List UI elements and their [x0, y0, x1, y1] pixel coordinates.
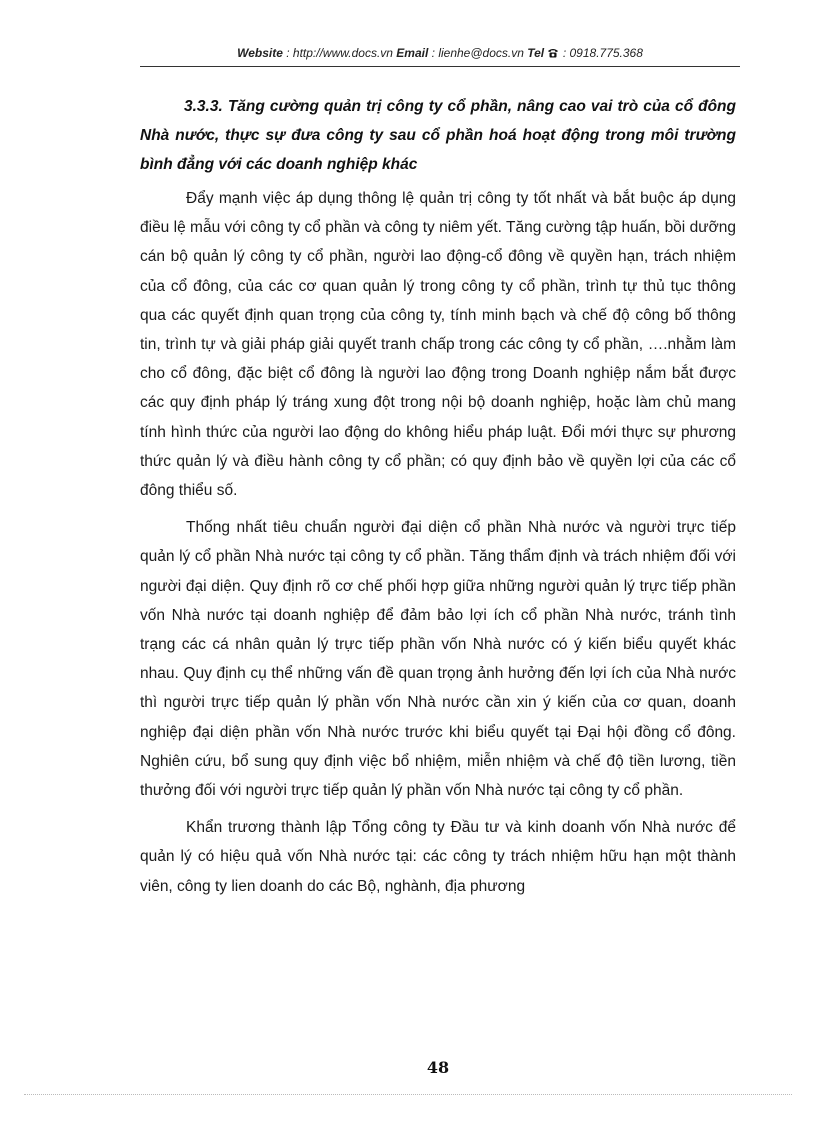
- header-divider: [140, 66, 740, 67]
- website-label: Website: [237, 46, 283, 60]
- telephone-icon: [547, 47, 559, 58]
- website-value: : http://www.docs.vn: [286, 46, 393, 60]
- section-heading: 3.3.3. Tăng cường quản trị công ty cổ phần, nâng cao vai trò của cổ đông Nhà nước, thực sự đưa công ty sau cổ phần hoá hoạt động trong môi trường bình đẳng với các doanh nghiệp khác: [140, 98, 736, 173]
- paragraph-3: Khẩn trương thành lập Tổng công ty Đầu tư và kinh doanh vốn Nhà nước để quản lý có hiệu quả vốn Nhà nước tại: các công ty trách nhiệm hữu hạn một thành viên, công ty lien doanh do các Bộ, nghành, địa phương: [140, 819, 736, 895]
- page-header: [140, 46, 740, 60]
- document-body: [140, 92, 736, 909]
- page-number: 48: [426, 1058, 450, 1077]
- tel-value: : 0918.775.368: [562, 46, 643, 60]
- paragraph-2: Thống nhất tiêu chuẩn người đại diện cổ phần Nhà nước và người trực tiếp quản lý cổ phần Nhà nước tại công ty cổ phần. Tăng thẩm định và trách nhiệm đối với người đại diện. Quy định rõ cơ chế phối hợp giữa những người quản lý trực tiếp phần vốn Nhà nước tại doanh nghiệp để đảm bảo lợi ích cổ phần Nhà nước, tránh tình trạng các cá nhân quản lý trực tiếp phần vốn Nhà nước có ý kiến biểu quyết khác nhau. Quy định cụ thể những vấn đề quan trọng ảnh hưởng đến lợi ích của Nhà nước thì người trực tiếp quản lý phần vốn Nhà nước cần xin ý kiến của cơ quan, doanh nghiệp đại diện phần vốn Nhà nước trước khi biểu quyết tại Đại hội đồng cổ đông. Nghiên cứu, bổ sung quy định việc bổ nhiệm, miễn nhiệm và chế độ tiền lương, tiền thưởng đối với người trực tiếp quản lý phần vốn Nhà nước tại công ty cổ phần.: [140, 519, 736, 800]
- footer-divider: [24, 1094, 792, 1095]
- email-label: Email: [396, 46, 429, 60]
- email-value: : lienhe@docs.vn: [431, 46, 524, 60]
- tel-label: Tel: [527, 46, 545, 60]
- paragraph-1: Đẩy mạnh việc áp dụng thông lệ quản trị công ty tốt nhất và bắt buộc áp dụng điều lệ mẫu với công ty cổ phần và công ty niêm yết. Tăng cường tập huấn, bồi dưỡng cán bộ quản lý công ty cổ phần, người lao động-cổ đông về quyền hạn, trách nhiệm của cổ đông, của các cơ quan quản lý trong công ty cổ phần, trình tự thủ tục thông qua các quyết định quan trọng của công ty, tính minh bạch và chế độ công bố thông tin, trình tự và giải pháp giải quyết tranh chấp trong các công ty cổ phần, ….nhằm làm cho cổ đông, đặc biệt cổ đông là người lao động trong Doanh nghiệp nắm bắt được các quy định pháp lý tráng xung đột trong nội bộ doanh nghiệp, hoặc làm chủ mang tính hình thức của người lao động do không hiểu pháp luật. Đổi mới thực sự phương thức quản lý và điều hành công ty cổ phần; có quy định bảo về quyền lợi của các cổ đông thiểu số.: [140, 190, 736, 500]
